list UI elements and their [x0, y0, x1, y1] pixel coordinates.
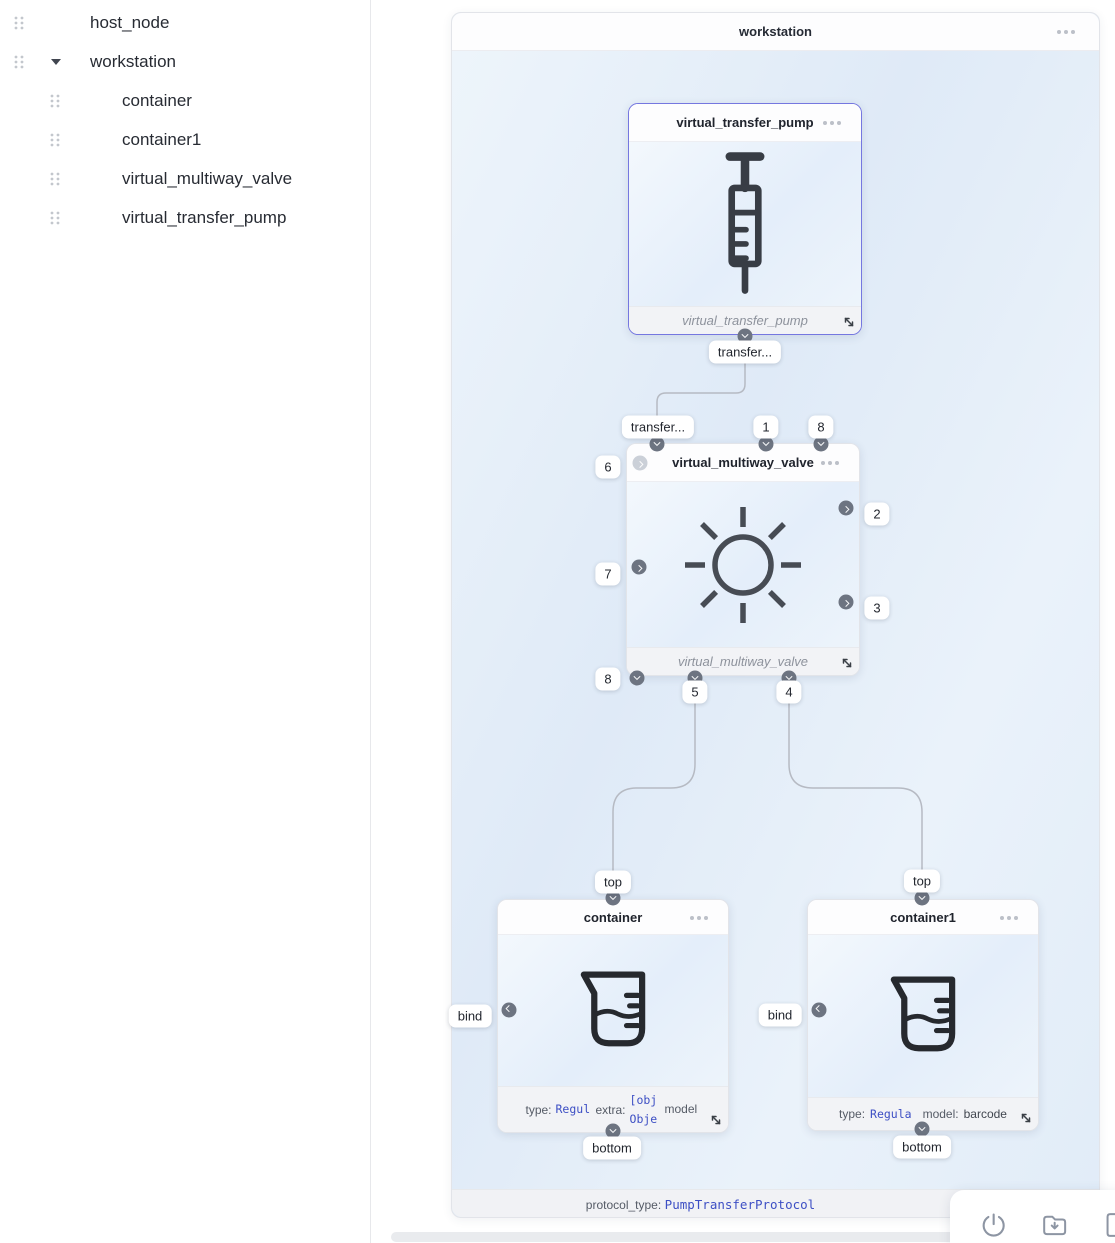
container-title: container: [583, 910, 643, 925]
extra-value-line1: [obj: [629, 1093, 658, 1108]
document-icon[interactable]: [1103, 1210, 1115, 1240]
caret-down-icon[interactable]: [51, 59, 61, 65]
drag-handle-icon[interactable]: [50, 94, 60, 108]
valve-alias: virtual_multiway_valve: [677, 654, 809, 669]
pump-alias: virtual_transfer_pump: [682, 313, 808, 328]
sidebar-tree: [0, 0, 371, 1243]
container1-port-bottom-handle[interactable]: [915, 1122, 930, 1137]
type-label: type:: [525, 1102, 552, 1117]
tree-item-label[interactable]: workstation: [90, 52, 176, 71]
ellipsis-menu-icon[interactable]: [1000, 916, 1004, 920]
syringe-icon: [716, 148, 774, 300]
pump-title: virtual_transfer_pump: [676, 115, 814, 130]
model-label: model: [664, 1102, 698, 1116]
resize-icon[interactable]: [709, 1113, 723, 1127]
port-label-valve-6[interactable]: 6: [595, 456, 620, 479]
tree-item-virtual-transfer-pump[interactable]: [0, 198, 370, 237]
valve-port-6-handle[interactable]: [633, 456, 648, 471]
drag-handle-icon[interactable]: [14, 55, 24, 69]
drag-handle-icon[interactable]: [14, 16, 24, 30]
tree-item-label[interactable]: host_node: [90, 13, 170, 32]
power-button-icon[interactable]: [980, 1210, 1007, 1240]
port-label-pump-transfer[interactable]: transfer...: [709, 341, 781, 364]
port-label-valve-7[interactable]: 7: [595, 563, 620, 586]
tree-item-host-node[interactable]: [0, 3, 370, 42]
valve-port-2-handle[interactable]: [839, 501, 854, 516]
valve-footer: [627, 647, 859, 675]
port-label-valve-8top[interactable]: 8: [808, 416, 833, 439]
pump-body: [629, 142, 861, 306]
pump-header[interactable]: [629, 104, 861, 142]
port-label-container1-bottom[interactable]: bottom: [893, 1136, 951, 1159]
valve-port-8top-handle[interactable]: [814, 437, 829, 452]
resize-icon[interactable]: [840, 656, 854, 670]
ellipsis-menu-icon[interactable]: [690, 916, 694, 920]
type-label: type:: [839, 1107, 866, 1121]
valve-body: [627, 482, 859, 647]
node-container1[interactable]: [807, 899, 1039, 1131]
node-container[interactable]: [497, 899, 729, 1133]
resize-icon[interactable]: [842, 315, 856, 329]
resize-icon[interactable]: [1019, 1111, 1033, 1125]
port-label-valve-3[interactable]: 3: [864, 597, 889, 620]
beaker-icon: [871, 968, 975, 1064]
port-label-valve-2[interactable]: 2: [864, 503, 889, 526]
container1-port-bind-handle[interactable]: [812, 1003, 827, 1018]
tree-item-container1[interactable]: [0, 120, 370, 159]
workstation-header[interactable]: [452, 13, 1099, 51]
container1-title: container1: [890, 910, 956, 925]
tree-item-container[interactable]: [0, 81, 370, 120]
port-label-valve-4[interactable]: 4: [776, 681, 801, 704]
container-port-bind-handle[interactable]: [502, 1003, 517, 1018]
port-label-valve-transfer[interactable]: transfer...: [622, 416, 694, 439]
protocol-type-value: PumpTransferProtocol: [664, 1197, 816, 1212]
workstation-title: workstation: [739, 24, 812, 39]
port-label-valve-5[interactable]: 5: [682, 681, 707, 704]
port-label-valve-8[interactable]: 8: [595, 668, 620, 691]
valve-port-7-handle[interactable]: [632, 560, 647, 575]
container1-port-top-handle[interactable]: [915, 891, 930, 906]
valve-title: virtual_multiway_valve: [672, 455, 814, 470]
container-body: [498, 935, 728, 1086]
port-label-container-top[interactable]: top: [595, 871, 631, 894]
valve-port-3-handle[interactable]: [839, 595, 854, 610]
port-label-valve-1[interactable]: 1: [753, 416, 778, 439]
protocol-type-field: [452, 1197, 949, 1212]
tree-item-label[interactable]: container1: [122, 130, 202, 149]
protocol-type-label: protocol_type:: [585, 1198, 662, 1212]
tree-item-label[interactable]: virtual_multiway_valve: [122, 169, 293, 188]
drag-handle-icon[interactable]: [50, 172, 60, 186]
node-virtual-transfer-pump[interactable]: [628, 103, 862, 335]
beaker-icon: [561, 963, 665, 1059]
tree-item-label[interactable]: container: [122, 91, 192, 110]
extra-label: extra:: [595, 1102, 626, 1117]
tree-item-virtual-multiway-valve[interactable]: [0, 159, 370, 198]
port-label-container-bind[interactable]: bind: [449, 1005, 492, 1028]
node-virtual-multiway-valve[interactable]: [626, 443, 860, 676]
valve-port-1-handle[interactable]: [759, 437, 774, 452]
type-value: Regul: [555, 1102, 591, 1116]
ellipsis-menu-icon[interactable]: [823, 121, 827, 125]
type-value: Regula: [870, 1107, 912, 1121]
model-label: model:: [922, 1107, 959, 1121]
drag-handle-icon[interactable]: [50, 133, 60, 147]
ellipsis-menu-icon[interactable]: [821, 461, 825, 465]
tree-item-workstation[interactable]: [0, 42, 370, 81]
port-label-container1-bind[interactable]: bind: [759, 1004, 802, 1027]
drag-handle-icon[interactable]: [50, 211, 60, 225]
folder-download-icon[interactable]: [1041, 1210, 1068, 1240]
tree-item-label[interactable]: virtual_transfer_pump: [122, 208, 287, 227]
extra-value-line2: Obje: [629, 1111, 658, 1126]
port-label-container-bottom[interactable]: bottom: [583, 1137, 641, 1160]
model-value: barcode: [963, 1107, 1007, 1121]
port-label-container1-top[interactable]: top: [904, 870, 940, 893]
multiway-valve-icon: [683, 505, 803, 625]
ellipsis-menu-icon[interactable]: [1057, 30, 1061, 34]
container1-body: [808, 935, 1038, 1097]
valve-port-8-handle[interactable]: [630, 671, 645, 686]
valve-port-transfer-handle[interactable]: [650, 437, 665, 452]
floating-toolbar: [950, 1190, 1115, 1243]
